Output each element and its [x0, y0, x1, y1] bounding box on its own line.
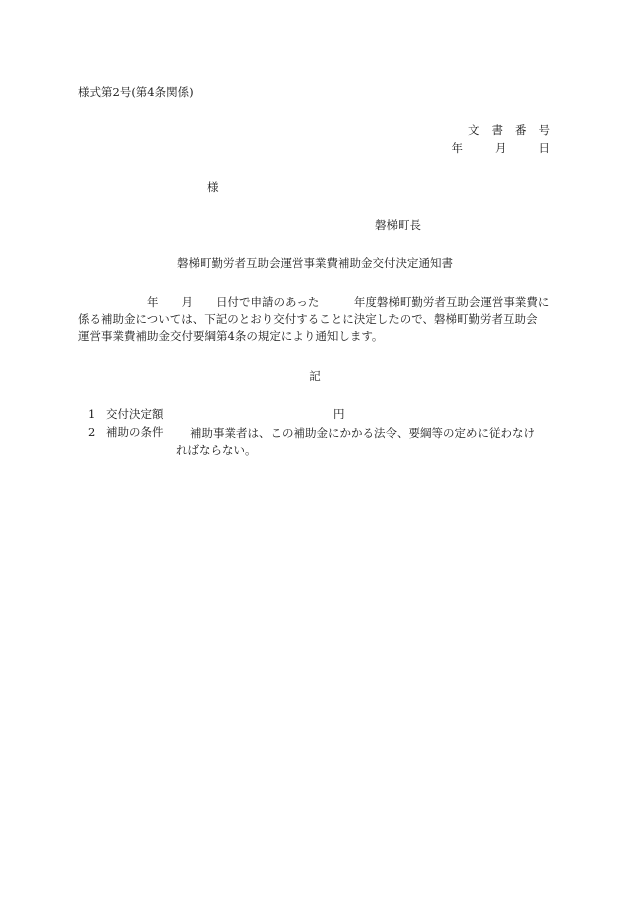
sender-name: 磐梯町長: [375, 218, 421, 232]
date-day: 日: [538, 141, 550, 155]
date-year: 年: [451, 141, 463, 155]
item-label-grant-amount: 交付決定額: [106, 407, 164, 421]
item-number: 2: [88, 425, 96, 439]
currency-unit: 円: [333, 407, 345, 421]
document-number-char: 番: [515, 123, 527, 137]
body-line: 運営事業費補助金交付要綱第4条の規定により通知します。: [78, 329, 384, 343]
body-line: 係る補助金については、下記のとおり交付することに決定したので、磐梯町勤労者互助会: [78, 312, 538, 326]
conditions-text: [176, 425, 552, 459]
body-paragraph: [78, 294, 552, 345]
document-number-char: 文: [468, 123, 480, 137]
ki-heading: 記: [309, 369, 321, 383]
item-label-conditions: 補助の条件: [106, 425, 164, 439]
document-number-char: 書: [491, 123, 503, 137]
form-label: 様式第2号(第4条関係): [78, 85, 194, 99]
document-number-char: 号: [538, 123, 550, 137]
item-number: 1: [88, 407, 96, 421]
body-line: 年 月 日付で申請のあった 年度磐梯町勤労者互助会運営事業費に: [78, 295, 550, 309]
issue-date: [452, 141, 551, 155]
document-number: [468, 123, 550, 137]
addressee-suffix: 様: [207, 180, 219, 194]
document-title: 磐梯町勤労者互助会運営事業費補助金交付決定通知書: [177, 256, 453, 270]
conditions-line: 補助事業者は、この補助金にかかる法令、要綱等の定めに従わなけ: [190, 426, 535, 440]
date-month: 月: [495, 141, 507, 155]
conditions-line: ればならない。: [176, 443, 257, 457]
